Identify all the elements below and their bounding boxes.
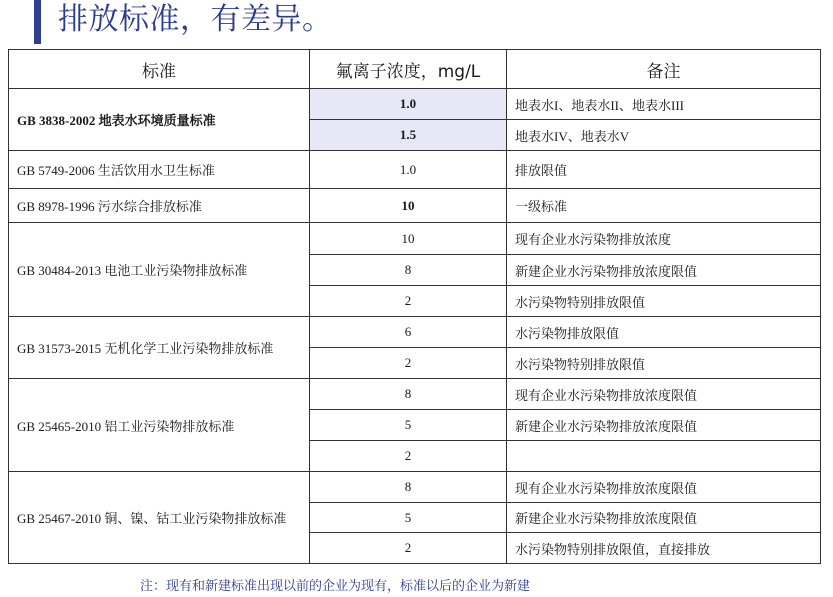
fluoride-value: 6 <box>310 317 507 348</box>
fluoride-value: 8 <box>310 472 507 503</box>
fluoride-value: 1.5 <box>310 120 507 151</box>
table-row <box>9 89 821 120</box>
remark: 新建企业水污染物排放浓度限值 <box>507 255 821 286</box>
remark: 新建企业水污染物排放浓度限值 <box>507 410 821 441</box>
table-row <box>9 379 821 410</box>
title-accent-bar <box>34 0 41 44</box>
remark <box>507 441 821 472</box>
table-row <box>9 189 821 223</box>
fluoride-value: 8 <box>310 379 507 410</box>
table-row <box>9 317 821 348</box>
standard-name: GB 25467-2010 铜、镍、钴工业污染物排放标准 <box>9 472 310 564</box>
fluoride-value: 10 <box>310 189 507 223</box>
footnote: 注：现有和新建标准出现以前的企业为现有，标准以后的企业为新建 <box>140 579 531 594</box>
page-title: 排放标准，有差异。 <box>58 2 333 37</box>
remark: 现有企业水污染物排放浓度限值 <box>507 379 821 410</box>
remark: 现有企业水污染物排放浓度限值 <box>507 472 821 503</box>
remark: 水污染物特别排放限值 <box>507 348 821 379</box>
standard-name: GB 5749-2006 生活饮用水卫生标准 <box>9 151 310 189</box>
fluoride-value: 1.0 <box>310 89 507 120</box>
standard-name: GB 8978-1996 污水综合排放标准 <box>9 189 310 223</box>
table-row <box>9 223 821 255</box>
fluoride-value: 5 <box>310 410 507 441</box>
remark: 排放限值 <box>507 151 821 189</box>
standard-name: GB 30484-2013 电池工业污染物排放标准 <box>9 223 310 317</box>
fluoride-value: 2 <box>310 441 507 472</box>
remark: 一级标准 <box>507 189 821 223</box>
remark: 新建企业水污染物排放浓度限值 <box>507 503 821 533</box>
standard-name: GB 25465-2010 铝工业污染物排放标准 <box>9 379 310 472</box>
standard-name: GB 31573-2015 无机化学工业污染物排放标准 <box>9 317 310 379</box>
remark: 地表水I、地表水II、地表水III <box>507 89 821 120</box>
fluoride-value: 10 <box>310 223 507 255</box>
remark: 水污染物特别排放限值，直接排放 <box>507 533 821 564</box>
standards-table <box>8 49 821 564</box>
fluoride-value: 8 <box>310 255 507 286</box>
remark: 水污染物排放限值 <box>507 317 821 348</box>
table-header-row <box>9 50 821 89</box>
header-fluoride-concentration: 氟离子浓度，mg/L <box>310 50 507 89</box>
fluoride-value: 2 <box>310 348 507 379</box>
remark: 现有企业水污染物排放浓度 <box>507 223 821 255</box>
table-row <box>9 151 821 189</box>
header-standard: 标准 <box>9 50 310 89</box>
remark: 地表水IV、地表水V <box>507 120 821 151</box>
standard-name: GB 3838-2002 地表水环境质量标准 <box>9 89 310 151</box>
fluoride-value: 2 <box>310 286 507 317</box>
fluoride-value: 1.0 <box>310 151 507 189</box>
table-row <box>9 472 821 503</box>
fluoride-value: 5 <box>310 503 507 533</box>
fluoride-value: 2 <box>310 533 507 564</box>
header-remarks: 备注 <box>507 50 821 89</box>
remark: 水污染物特别排放限值 <box>507 286 821 317</box>
